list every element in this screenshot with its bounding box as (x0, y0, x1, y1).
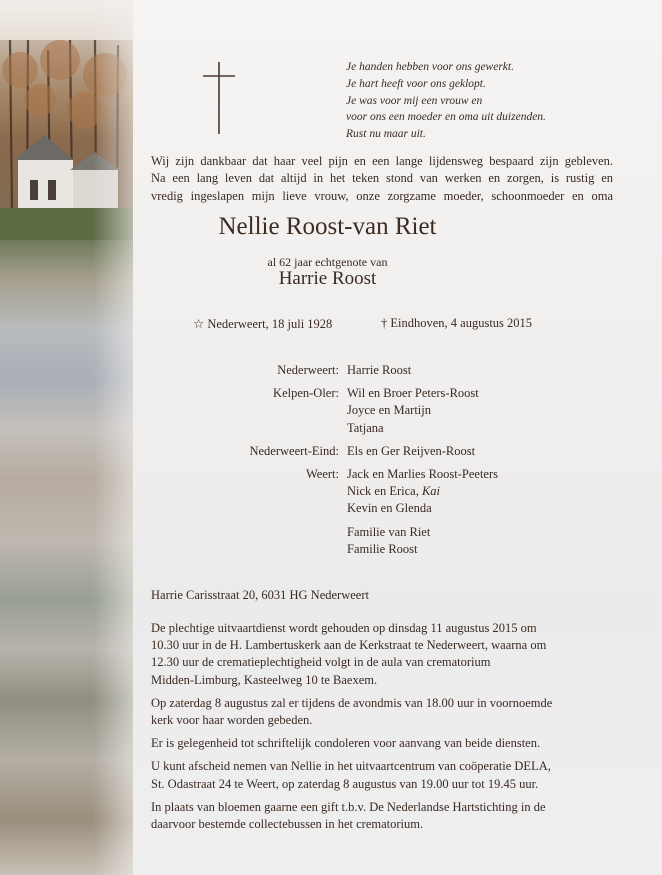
family-names (347, 443, 475, 460)
family-row (150, 466, 610, 518)
paragraph-line: 12.30 uur de crematieplechtigheid volgt in de aula van crematorium (151, 655, 491, 670)
family-member: Jack en Marlies Roost-Peeters (347, 467, 499, 482)
family-member: Joyce en Martijn (347, 403, 432, 418)
intro-line: Wij zijn dankbaar dat haar veel pijn en een lange lijdensweg bespaard zijn gebleven. (151, 154, 613, 168)
family-member: Tatjana (347, 420, 384, 435)
birth-date: ☆ Nederweert, 18 juli 1928 (193, 317, 333, 331)
deceased-name: Nellie Roost-van Riet (218, 213, 437, 240)
address: Harrie Carisstraat 20, 6031 HG Nederweert (151, 588, 369, 602)
intro-line: vredig ingeslapen mijn lieve vrouw, onze zorgzame moeder, schoonmoeder en oma (151, 188, 613, 203)
paragraph-line: U kunt afscheid nemen van Nellie in het uitvaartcentrum van coöperatie DELA, (151, 759, 551, 774)
paragraph-line: Op zaterdag 8 augustus zal er tijdens de avondmis van 18.00 uur in voornoemde (151, 695, 553, 710)
paragraph-line: In plaats van bloemen gaarne een gift t.b.v. De Nederlandse Hartstichting in de (151, 799, 546, 814)
family-member: Familie van Riet (347, 524, 431, 539)
poem-line: Je was voor mij een vrouw en (346, 94, 483, 107)
paragraph-line: 10.30 uur in de H. Lambertuskerk aan de Kerkstraat te Nederweert, waarna om (151, 638, 547, 653)
family-place: Nederweert-Eind: (249, 443, 339, 458)
death-date: † Eindhoven, 4 augustus 2015 (381, 316, 533, 330)
spouse-name: Harrie Roost (278, 268, 377, 289)
family-names (347, 524, 430, 558)
paragraph-line: daarvoor bestemde collectebussen in het crematorium. (151, 817, 424, 832)
spouse-line: al 62 jaar echtgenote van (267, 255, 388, 269)
poem (346, 59, 546, 143)
family-row (150, 362, 610, 379)
family-names (347, 466, 498, 518)
poem-line: Je handen hebben voor ons gewerkt. (346, 61, 514, 73)
poem-line: voor ons een moeder en oma uit duizenden. (346, 111, 546, 124)
paragraph-line: Er is gelegenheid tot schriftelijk condoleren voor aanvang van beide diensten. (151, 736, 541, 751)
paragraph-line: De plechtige uitvaartdienst wordt gehouden op dinsdag 11 augustus 2015 om (151, 621, 537, 635)
side-photo (0, 0, 133, 875)
family-names (347, 362, 411, 379)
family-place: Nederweert: (277, 363, 339, 377)
paragraph-line: kerk voor haar worden gebeden. (151, 713, 313, 728)
poem-line: Je hart heeft voor ons geklopt. (346, 77, 486, 90)
family-member: Harrie Roost (347, 363, 412, 377)
family-member-italic: Kai (421, 484, 441, 499)
poem-line: Rust nu maar uit. (346, 128, 426, 141)
family-row (150, 524, 610, 558)
paragraph-line: Midden-Limburg, Kasteelweg 10 te Baexem. (151, 672, 378, 687)
family-member: Familie Roost (347, 541, 418, 556)
family-member: Wil en Broer Peters-Roost (347, 386, 479, 401)
cross-icon (203, 62, 235, 134)
family-member (347, 483, 498, 500)
family-list (150, 362, 610, 564)
family-place (150, 524, 347, 558)
family-member: Kevin en Glenda (347, 501, 432, 516)
family-names (347, 385, 479, 437)
service-info (151, 614, 613, 839)
family-row (150, 443, 610, 460)
family-place: Weert: (305, 467, 339, 482)
intro-line: Na een lang leven dat altijd in het teken stond van werken en zorgen, is rustig en (151, 171, 613, 186)
intro-text (151, 153, 613, 205)
family-row (150, 385, 610, 437)
paragraph-line: St. Odastraat 24 te Weert, op zaterdag 8 augustus van 19.00 uur tot 19.45 uur. (151, 776, 539, 791)
photo-fade (0, 0, 133, 875)
family-member-text: Nick en Erica, (347, 484, 419, 499)
family-member: Els en Ger Reijven-Roost (347, 443, 476, 458)
family-place: Kelpen-Oler: (273, 386, 339, 401)
